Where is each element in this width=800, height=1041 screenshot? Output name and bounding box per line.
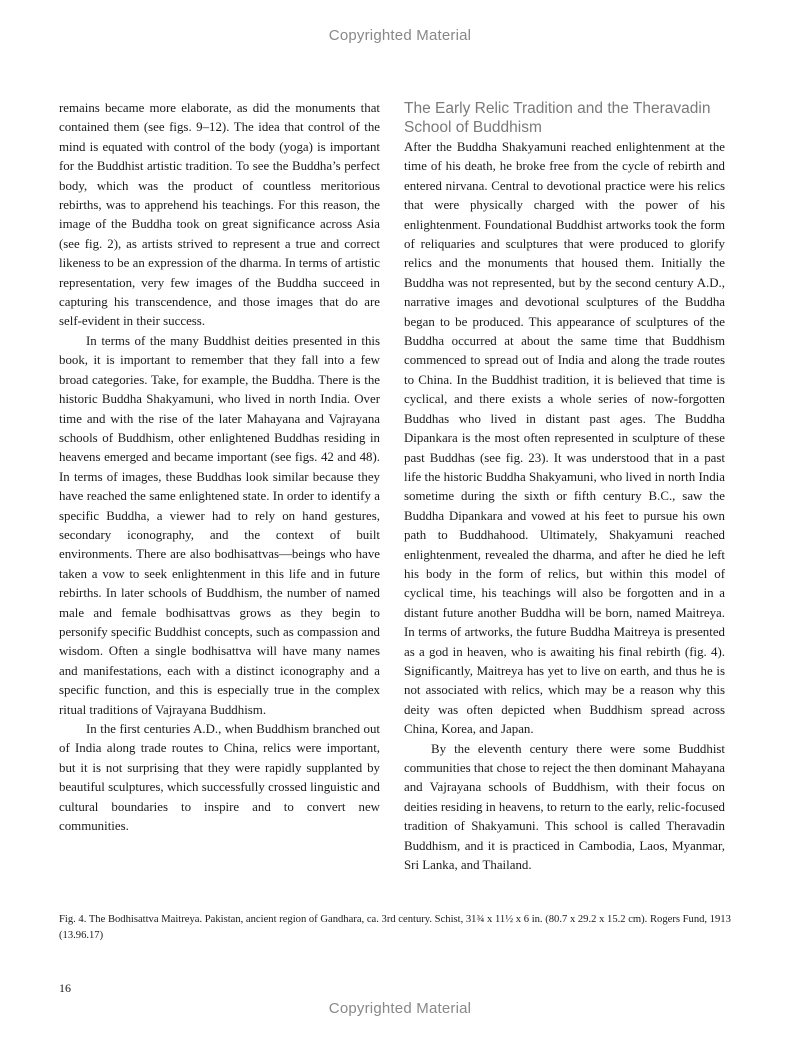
copyright-watermark-bottom: Copyrighted Material bbox=[328, 1000, 472, 1017]
body-paragraph: In terms of the many Buddhist deities presented in this book, it is important to remember that they fall into a few broad categories. Take, for example, the Buddha. There is the historic Buddha Shakyamuni, who lived in north India. Over time and with the rise of the later Mahayana and Vajrayana schools of Buddhism, other enlightened Buddhas residing in heavens emerged and became important (see figs. 42 and 48). In terms of images, these Buddhas look similar because they have reached the same enlightened state. In order to identify a specific Buddha, a viewer had to rely on hand gestures, secondary iconography, and the context of built environments. There are also bodhisattvas—beings who have taken a vow to seek enlightenment in this life and in future rebirths. In later schools of Buddhism, the number of named male and female bodhisattvas grows as they begin to personify specific Buddhist concepts, such as compassion and wisdom. Often a single bodhisattva will have many names and manifestations, each with a distinct iconography and a specific function, and this is especially true in the complex ritual traditions of Vajrayana Buddhism. bbox=[59, 333, 380, 717]
body-paragraph: In the first centuries A.D., when Buddhism branched out of India along trade routes to China, relics were important, but it is not surprising that they were rapidly supplanted by beautiful sculptures, which successfully crossed linguistic and cultural boundaries to inspire and to convert new communities. bbox=[59, 722, 380, 834]
body-paragraph: remains became more elaborate, as did the monuments that contained them (see figs. 9–12). The idea that control of the mind is equated with control of the body (yoga) is important for the Buddhist artistic tradition. To see the Buddha’s perfect body, which was the product of countless meritorious rebirths, was to apprehend his teachings. For this reason, the image of the Buddha took on great significance across Asia (see fig. 2), as artists strived to represent a true and correct likeness to be an expression of the dharma. In terms of artistic representation, very few images of the Buddha succeed in capturing his transcendence, and those images that do are self-evident in their success. bbox=[59, 101, 380, 329]
right-column bbox=[404, 99, 725, 875]
section-heading: The Early Relic Tradition and the Theravadin School of Buddhism bbox=[404, 100, 711, 136]
body-paragraph: By the eleventh century there were some Buddhist communities that chose to reject the then dominant Mahayana and Vajrayana schools of Buddhism, with their focus on deities residing in heavens, to return to the early, relic-focused tradition of Shakyamuni. This school is called Theravadin Buddhism, and it is practiced in Cambodia, Laos, Myanmar, Sri Lanka, and Thailand. bbox=[404, 741, 725, 873]
left-column bbox=[59, 99, 380, 836]
copyright-watermark-top: Copyrighted Material bbox=[328, 27, 472, 44]
body-paragraph: After the Buddha Shakyamuni reached enlightenment at the time of his death, he broke free from the cycle of rebirth and entered nirvana. Central to devotional practice were his relics that were physically charged with the power of his enlightenment. Foundational Buddhist artworks took the form of reliquaries and sculptures that were produced to glorify relics and the monuments that housed them. Initially the Buddha was not represented, but by the second century A.D., narrative images and devotional sculptures of the Buddha began to be produced. This appearance of sculptures of the Buddha occurred at about the same time that Buddhism commenced to spread out of India and along the trade routes to China. In the Buddhist tradition, it is believed that time is cyclical, and there exists a whole series of now-forgotten Buddhas who lived in distant past ages. The Buddha Dipankara is the most often represented in sculpture of these past Buddhas (see fig. 23). It was understood that in a past life the historic Buddha Shakyamuni, who lived in north India sometime during the sixth or fifth century B.C., saw the Buddha Dipankara and vowed at his feet to pursue his own path to Buddhahood. Ultimately, Shakyamuni reached enlightenment, revealed the dharma, and after he died he left his body in the form of relics, but within this model of cyclical time, his teachings will also be forgotten and in a distant future another Buddha will be born, named Maitreya. In terms of artworks, the future Buddha Maitreya is presented as a god in heaven, who is awaiting his final rebirth (fig. 4). Significantly, Maitreya has yet to live on earth, and thus he is not associated with relics, which may be a reason why this deity was often depicted when Buddhism spread across China, Korea, and Japan. bbox=[404, 140, 725, 737]
page-number: 16 bbox=[59, 981, 71, 995]
figure-caption: Fig. 4. The Bodhisattva Maitreya. Pakistan, ancient region of Gandhara, ca. 3rd century. Schist, 31¾ x 11½ x 6 in. (80.7 x 29.2 x 15.2 cm). Rogers Fund, 1913 (13.96.17) bbox=[59, 914, 731, 941]
